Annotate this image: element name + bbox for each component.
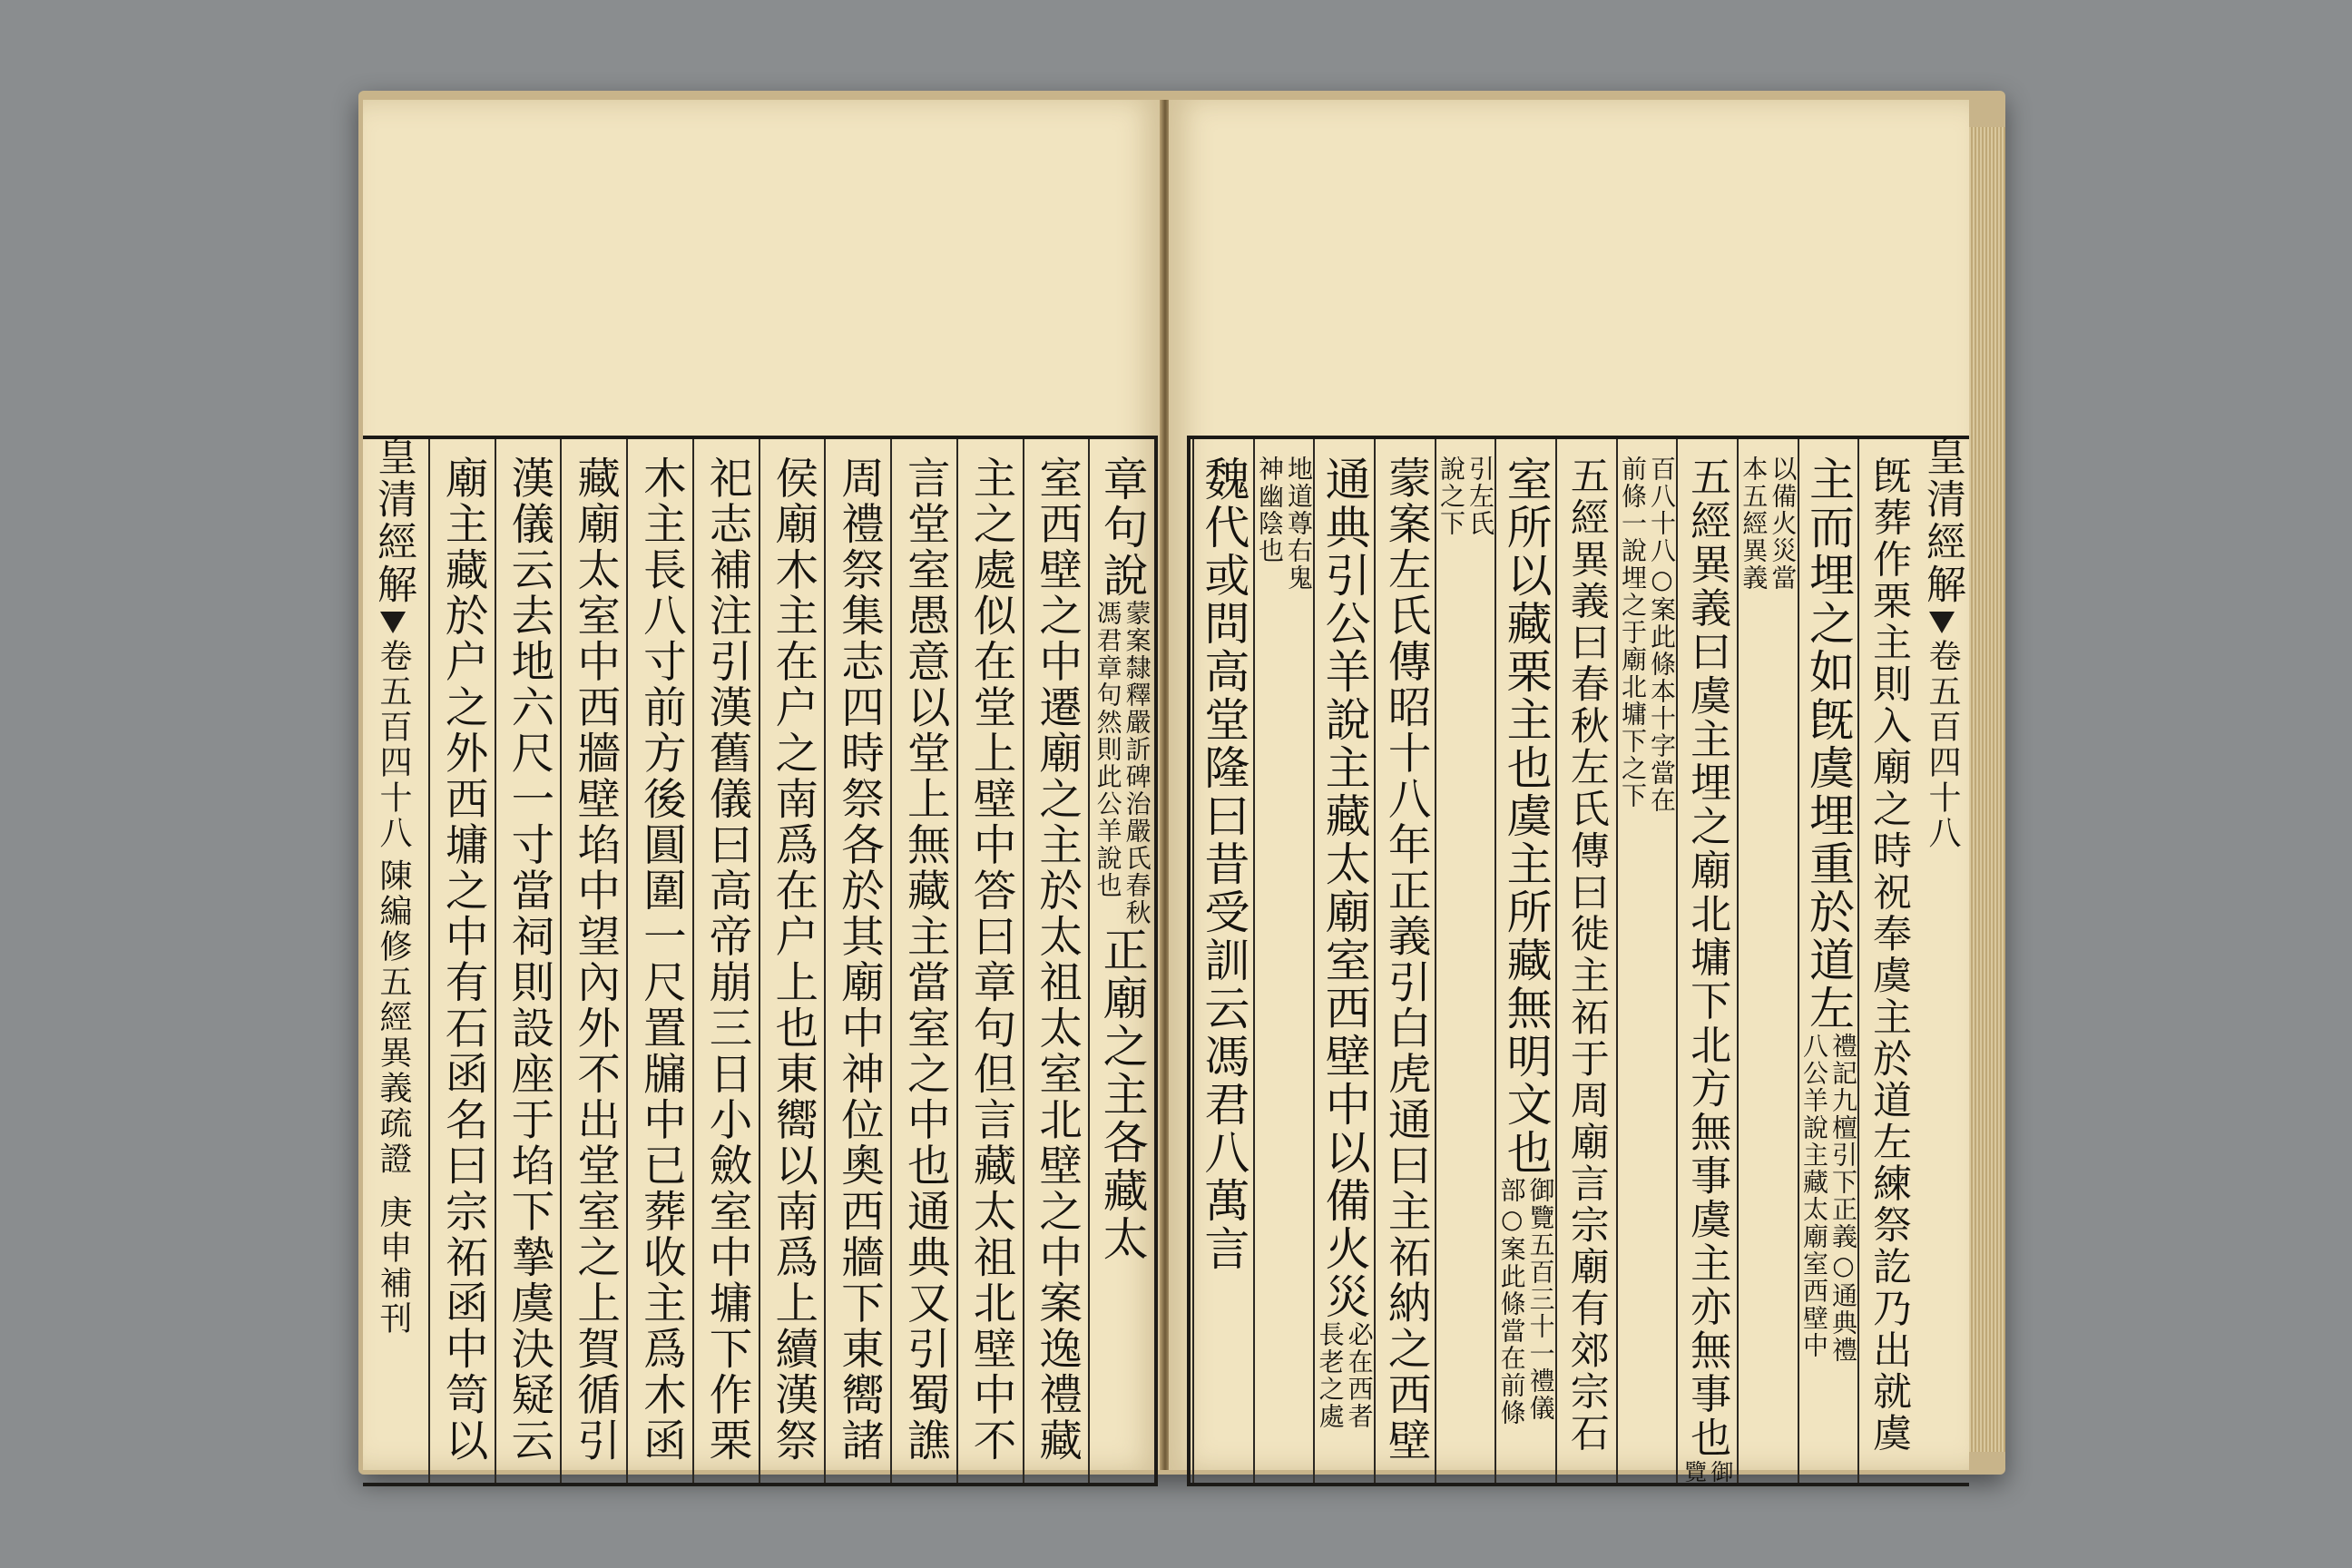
text-column xyxy=(1192,439,1253,1483)
annotation-line: 百八十八○案此條本十字當在 xyxy=(1647,456,1678,814)
right-page xyxy=(1169,100,1969,1485)
column-main-text: 室所以藏栗主也虞主所藏無明文也 xyxy=(1499,456,1553,1177)
column-annotation xyxy=(1315,1321,1375,1430)
column-main-text: 魏代或問高堂隆曰昔受訓云馮君八萬言 xyxy=(1197,456,1250,1273)
text-column xyxy=(1857,439,1918,1483)
annotation-line: 部○案此條當在前條 xyxy=(1496,1177,1527,1426)
text-column xyxy=(1494,439,1555,1483)
column-main-text: 漢儀云去地六尺一寸當祠則設座于埳下摯虞決疑云 xyxy=(503,456,554,1464)
annotation-line: 馮君章句然則此公羊說也 xyxy=(1093,600,1123,899)
column-main-text: 五經異義曰虞主埋之廟北墉下北方無事虞主亦無事也 xyxy=(1683,456,1732,1460)
column-main-text: 侯廟木主在户之南爲在户上也東嚮以南爲上續漢祭 xyxy=(767,456,818,1464)
text-column xyxy=(1616,439,1677,1483)
text-column xyxy=(1023,439,1089,1483)
column-tail-text: 正廟之主各藏太 xyxy=(1095,926,1149,1263)
text-column xyxy=(824,439,890,1483)
column-annotation xyxy=(1618,456,1678,814)
column-annotation xyxy=(1436,456,1496,537)
right-margin-title: 皇清經解 xyxy=(1919,436,1965,606)
column-annotation xyxy=(1682,1460,1732,1485)
annotation-line: 必在西者 xyxy=(1344,1321,1375,1430)
column-annotation xyxy=(1739,456,1798,592)
text-column xyxy=(1313,439,1374,1483)
text-column xyxy=(1737,439,1798,1483)
right-margin-strip xyxy=(1916,436,1967,1379)
text-column xyxy=(560,439,626,1483)
fish-tail-icon xyxy=(380,612,406,633)
left-margin-strip xyxy=(366,436,420,1379)
left-margin-volume: 卷五百四十八 xyxy=(375,639,412,851)
annotation-line: 地道尊右鬼 xyxy=(1284,456,1315,592)
text-column xyxy=(428,439,495,1483)
column-main-text: 木主長八寸前方後圓圍一尺置牖中已葬收主爲木函 xyxy=(635,456,686,1464)
right-text-frame xyxy=(1187,436,1969,1486)
text-column xyxy=(1374,439,1435,1483)
text-column xyxy=(1253,439,1314,1483)
annotation-line: 八公羊說主藏太廟室西壁中 xyxy=(1799,1033,1830,1359)
annotation-line: 蒙案隸釋嚴訢碑治嚴氏春秋 xyxy=(1122,600,1152,926)
column-main-text: 言堂室愚意以堂上無藏主當室之中也通典又引蜀譙 xyxy=(899,456,950,1464)
column-main-text: 通典引公羊說主藏太廟室西壁中以備火災 xyxy=(1318,456,1371,1321)
text-column xyxy=(1798,439,1858,1483)
column-main-text: 廟主藏於户之外西墉之中有石函名曰宗祏函中笥以 xyxy=(437,456,488,1464)
annotation-line: 說之下 xyxy=(1436,456,1467,537)
page-block-edge xyxy=(1969,127,2005,1452)
annotation-line: 神幽陰也 xyxy=(1255,456,1286,564)
annotation-line: 御覽五百三十一禮儀 xyxy=(1525,1177,1556,1422)
column-main-text: 旣葬作栗主則入廟之時祝奉虞主於道左練祭訖乃出就虞 xyxy=(1867,456,1913,1455)
column-main-text: 五經異義曰春秋左氏傳曰徙主祏于周廟言宗廟有郊宗石 xyxy=(1563,456,1610,1455)
column-main-text: 藏廟太室中西牆壁埳中望內外不出堂室之上賀循引 xyxy=(569,456,620,1464)
column-main-text: 周禮祭集志四時祭各於其廟中神位奧西牆下東嚮諸 xyxy=(833,456,884,1464)
annotation-line: 前條一說埋之于廟北墉下之下 xyxy=(1618,456,1649,809)
text-column xyxy=(890,439,956,1483)
column-annotation xyxy=(1095,600,1150,926)
text-column xyxy=(1555,439,1616,1483)
column-main-text: 室西壁之中遷廟之主於太祖太室北壁之中案逸禮藏 xyxy=(1031,456,1082,1464)
column-main-text: 章句說 xyxy=(1095,456,1149,600)
annotation-line: 長老之處 xyxy=(1315,1321,1346,1430)
column-main-text: 主之處似在堂上壁中答曰章句但言藏太祖北壁中不 xyxy=(965,456,1015,1464)
annotation-line: 本五經異義 xyxy=(1739,456,1769,592)
left-margin-footer: 庚申補刊 xyxy=(375,1195,412,1337)
column-main-text: 祀志補注引漢舊儀曰高帝崩三日小斂室中墉下作栗 xyxy=(701,456,752,1464)
fish-tail-icon xyxy=(1929,612,1955,633)
text-column xyxy=(1676,439,1737,1483)
left-page xyxy=(363,100,1161,1470)
text-column xyxy=(1088,439,1154,1483)
left-text-frame xyxy=(363,436,1158,1486)
text-column xyxy=(1435,439,1495,1483)
column-main-text: 蒙案左氏傳昭十八年正義引白虎通曰主祏納之西壁 xyxy=(1380,456,1431,1464)
left-margin-source: 陳編修五經異義疏證 xyxy=(375,858,412,1177)
column-annotation xyxy=(1255,456,1315,592)
annotation-line: 禮記九檀引下正義○通典禮 xyxy=(1828,1033,1859,1364)
annotation-line: 御 xyxy=(1707,1459,1734,1485)
text-column xyxy=(692,439,759,1483)
text-column xyxy=(626,439,692,1483)
annotation-line: 引左氏 xyxy=(1465,456,1496,537)
text-column xyxy=(759,439,825,1483)
annotation-line: 以備火災當 xyxy=(1768,456,1798,592)
left-margin-title: 皇清經解 xyxy=(370,436,416,606)
column-annotation xyxy=(1799,1033,1859,1364)
right-margin-volume: 卷五百四十八 xyxy=(1924,639,1961,851)
annotation-line: 覽 xyxy=(1681,1459,1708,1485)
column-annotation xyxy=(1496,1177,1556,1426)
text-column xyxy=(495,439,561,1483)
column-main-text: 主而埋之如旣虞埋重於道左 xyxy=(1802,456,1856,1033)
text-column xyxy=(956,439,1023,1483)
